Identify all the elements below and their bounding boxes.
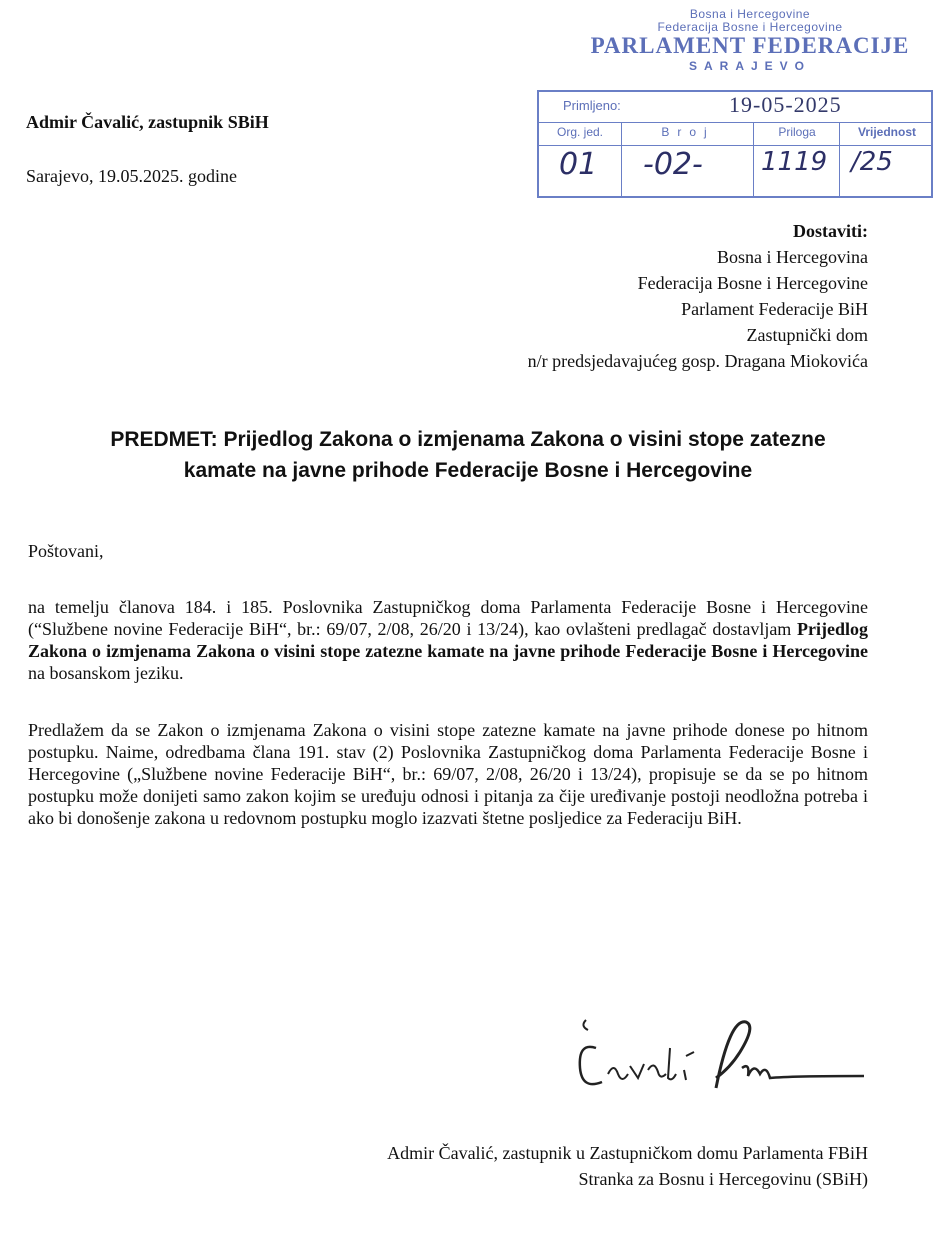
handwritten-signature	[566, 1008, 872, 1104]
stamp-value-broj: -02-	[643, 147, 703, 182]
greeting: Poštovani,	[28, 541, 104, 561]
subject-heading	[0, 424, 936, 486]
stamp-value-priloga: 1119	[761, 147, 828, 177]
stamp-received-date: 19-05-2025	[729, 92, 842, 117]
recipient-heading: Dostaviti:	[793, 221, 868, 241]
stamp-col-org: Org. jed.	[556, 125, 604, 139]
stamp-line4: SARAJEVO	[688, 59, 812, 73]
stamp-col-vrijednost: Vrijednost	[857, 125, 916, 139]
paragraph-bold-text: Prijedlog Zakona o izmjenama Zakona o visini stope zatezne kamate na javne prihode Federacije Bosne i Hercegovine	[28, 619, 868, 661]
stamp-line3: PARLAMENT FEDERACIJE	[590, 33, 910, 58]
stamp-divider	[839, 123, 840, 198]
body-paragraph-1	[28, 596, 868, 684]
sender-name: Admir Čavalić, zastupnik SBiH	[26, 112, 269, 132]
signature-block	[387, 1140, 868, 1192]
body-paragraph-2: Predlažem da se Zakon o izmjenama Zakona o visini stope zatezne kamate na javne prihode donese po hitnom postupku. Naime, odredbama člana 191. stav (2) Poslovnika Zastupničkog doma Parlamenta Federacije Bosne i Hercegovine („Službene novine Federacije BiH“, br.: 69/07, 2/08, 26/20 i 13/24), propisuje se da se po hitnom postupku može donijeti samo zakon kojim se uređuju odnosi i pitanja za čije uređivanje postoji neodložna potreba i ako bi donošenje zakona u redovnom postupku moglo izazvati štetne posljedice za Federaciju BiH.	[28, 720, 868, 828]
parliament-stamp	[560, 8, 936, 74]
signature-scribble	[566, 1008, 872, 1104]
stamp-line1: Bosna i Hercegovine	[689, 7, 811, 21]
recipient-line: Federacija Bosne i Hercegovine	[637, 273, 868, 293]
sender-place-date: Sarajevo, 19.05.2025. godine	[26, 166, 237, 186]
recipient-line: Parlament Federacije BiH	[681, 299, 868, 319]
stamp-col-priloga: Priloga	[778, 125, 816, 139]
recipient-line: n/r predsjedavajućeg gosp. Dragana Miokovića	[527, 351, 868, 371]
subject-line: kamate na javne prihode Federacije Bosne i Hercegovine	[183, 459, 753, 482]
stamp-value-vrijednost: /25	[851, 147, 893, 177]
stamp-divider	[753, 123, 754, 198]
recipient-block	[528, 218, 868, 374]
recipient-line: Bosna i Hercegovina	[717, 247, 868, 267]
stamp-col-broj: Broj	[661, 125, 715, 139]
signatory-name: Admir Čavalić, zastupnik u Zastupničkom domu Parlamenta FBiH	[387, 1143, 868, 1163]
paragraph-text: na bosanskom jeziku.	[28, 663, 184, 683]
signatory-party: Stranka za Bosnu i Hercegovinu (SBiH)	[578, 1169, 868, 1189]
stamp-registry-box	[537, 90, 933, 198]
subject-line: PREDMET: Prijedlog Zakona o izmjenama Zakona o visini stope zatezne	[110, 428, 826, 451]
stamp-received-row	[539, 92, 931, 123]
recipient-line: Zastupnički dom	[746, 325, 868, 345]
stamp-divider	[621, 123, 622, 198]
paragraph-text: na temelju članova 184. i 185. Poslovnika Zastupničkog doma Parlamenta Federacije Bosne i Hercegovine (“Službene novine Federacije BiH“, br.: 69/07, 2/08, 26/20 i 13/24), kao ovlašteni predlagač dostavljam	[28, 597, 868, 639]
stamp-value-org: 01	[559, 147, 598, 182]
stamp-header-row	[539, 123, 931, 146]
stamp-received-label: Primljeno:	[563, 98, 621, 113]
stamp-line2: Federacija Bosne i Hercegovine	[657, 20, 843, 34]
